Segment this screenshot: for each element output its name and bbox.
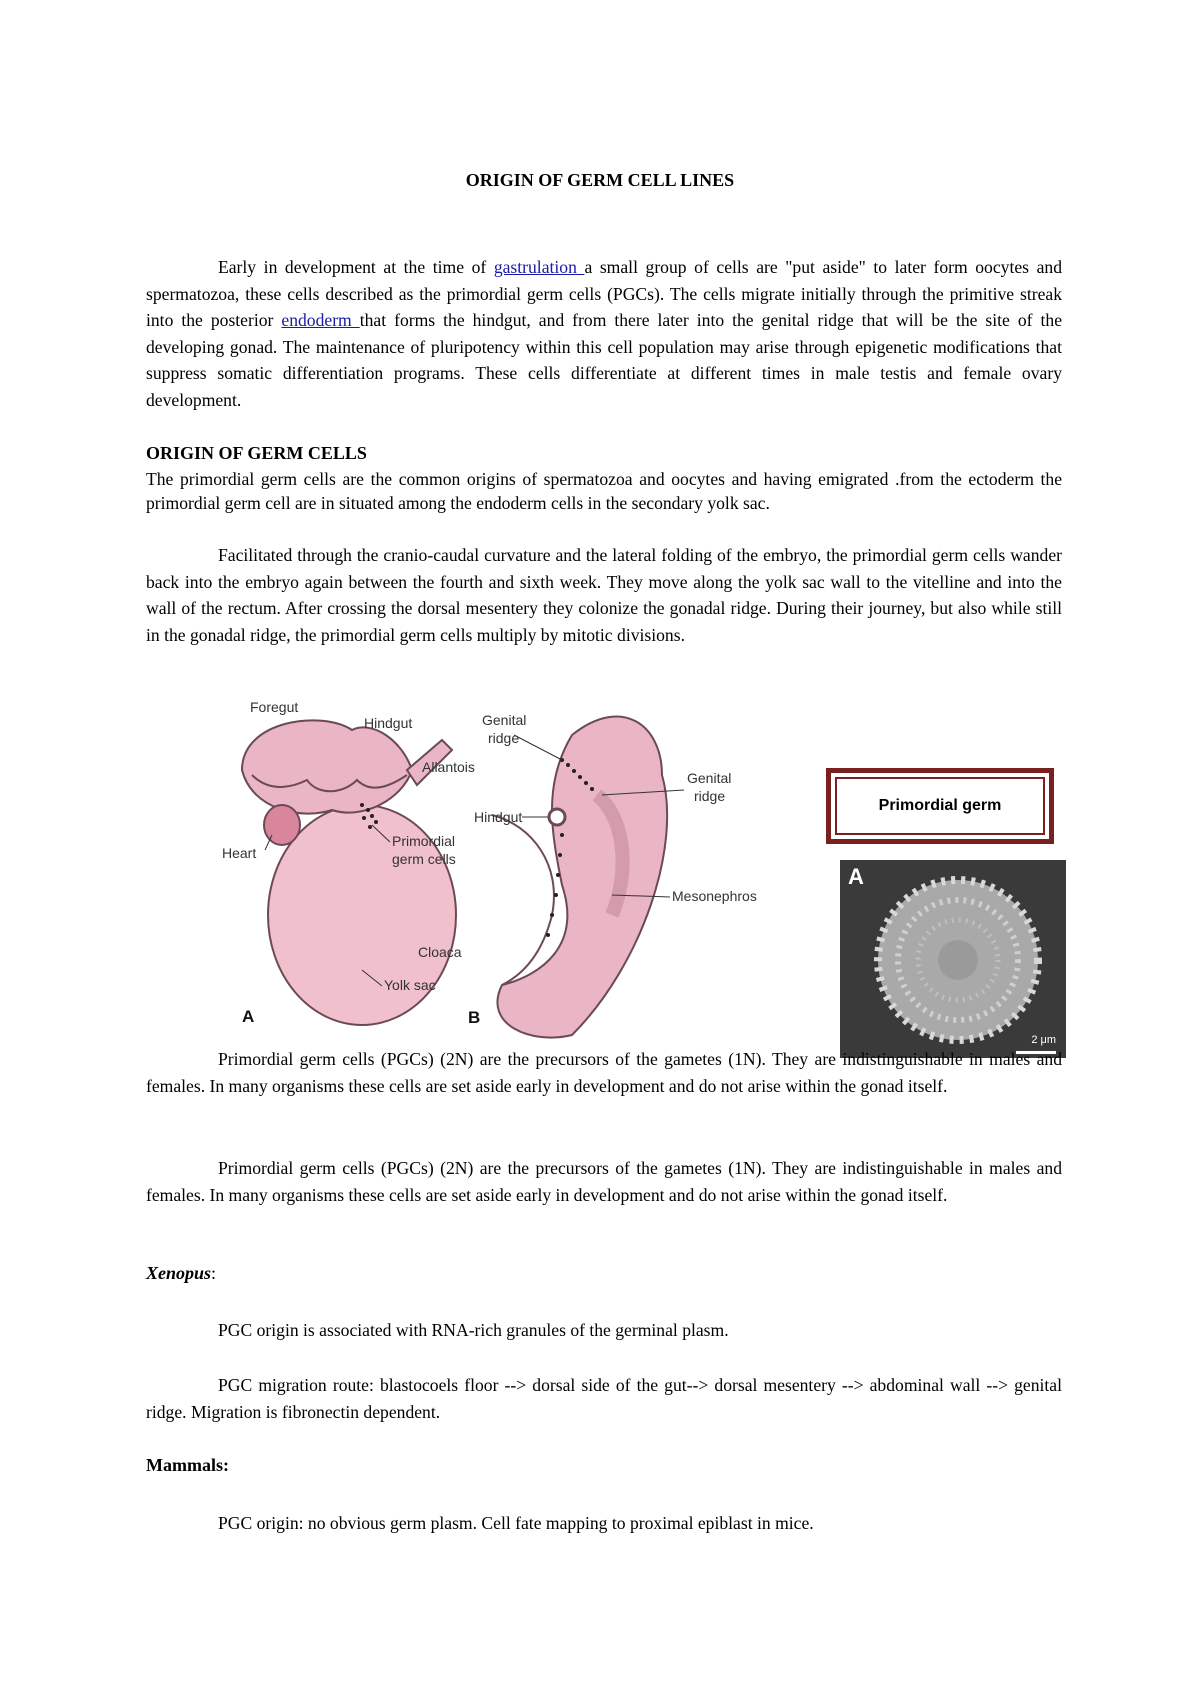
label-yolk-sac: Yolk sac xyxy=(384,977,436,993)
xenopus-heading xyxy=(146,1263,216,1284)
pgc-wrapped-paragraph xyxy=(146,1046,1062,1099)
label-heart: Heart xyxy=(222,845,257,861)
xenopus-name: Xenopus xyxy=(146,1263,212,1283)
xenopus-paragraph-2: PGC migration route: blastocoels floor --> dorsal side of the gut--> dorsal mesentery --> abdominal wall --> genital ridge. Migration is fibronectin dependent. xyxy=(146,1375,1062,1422)
label-pgc-line1: Primordial xyxy=(392,833,456,849)
intro-text-1: Early in development at the time of xyxy=(218,257,494,277)
label-allantois: Allantois xyxy=(422,759,475,775)
page-title: ORIGIN OF GERM CELL LINES xyxy=(465,170,735,190)
pgc-wrapped-text: Primordial germ cells (PGCs) (2N) are the precursors of the gametes (1N). They are indistinguishable in males and females. In many organisms these cells are set aside early in development and do not arise within the gonad itself. xyxy=(146,1049,1062,1096)
panel-a-label: A xyxy=(242,1007,255,1026)
label-genital-ridge-1b: ridge xyxy=(488,730,520,746)
sem-cell-image xyxy=(840,860,1066,1058)
pgc-paragraph: Primordial germ cells (PGCs) (2N) are the precursors of the gametes (1N). They are indistinguishable in males and females. In many organisms these cells are set aside early in development and do not arise within the gonad itself. xyxy=(146,1158,1062,1205)
intro-paragraph xyxy=(146,254,1062,414)
origin-paragraph: The primordial germ cells are the common origins of spermatozoa and oocytes and having emigrated .from the ectoderm the primordial germ cell are in situated among the endoderm cells in the secondary yolk sac. xyxy=(146,469,1062,513)
label-mesonephros: Mesonephros xyxy=(672,888,757,904)
label-genital-ridge-2a: Genital xyxy=(687,770,732,786)
intro-text-3: that forms the hindgut, and from there later into the genital ridge that will be the site of the developing gonad. The maintenance of pluripotency within this cell population may arise through epigenetic modifications that suppress somatic differentiation programs. These cells differentiate at different times in male testis and female ovary development. xyxy=(146,310,1063,410)
label-genital-ridge-2b: ridge xyxy=(694,788,726,804)
gut-curve-b xyxy=(492,815,554,985)
primordial-germ-caption-box xyxy=(826,768,1054,844)
heart-shape xyxy=(264,805,300,845)
xenopus-paragraph-1: PGC origin is associated with RNA-rich granules of the germinal plasm. xyxy=(218,1320,729,1340)
mammals-paragraph-1: PGC origin: no obvious germ plasm. Cell fate mapping to proximal epiblast in mice. xyxy=(218,1513,814,1533)
label-pgc-line2: germ cells xyxy=(392,851,456,867)
label-cloaca: Cloaca xyxy=(418,944,462,960)
facilitated-paragraph: Facilitated through the cranio-caudal curvature and the lateral folding of the embryo, the primordial germ cells wander back into the embryo again between the fourth and sixth week. They move along the yolk sac wall to the vitelline and into the wall of the rectum. After crossing the dorsal mesentery they colonize the gonadal ridge. During their journey, but also while still in the gonadal ridge, the primordial germ cells multiply by mitotic divisions. xyxy=(146,545,1062,645)
label-genital-ridge-1a: Genital xyxy=(482,712,527,728)
embryo-b-body xyxy=(497,716,667,1037)
sem-micrograph xyxy=(840,860,1066,1058)
label-hindgut-a: Hindgut xyxy=(364,715,413,731)
hindgut-ring xyxy=(549,809,565,825)
label-hindgut-b: Hindgut xyxy=(474,809,523,825)
origin-heading: ORIGIN OF GERM CELLS xyxy=(146,443,367,463)
panel-b-label: B xyxy=(468,1008,481,1027)
embryo-diagram-a xyxy=(212,700,482,1030)
gastrulation-link[interactable]: gastrulation xyxy=(493,257,585,277)
label-foregut: Foregut xyxy=(250,699,299,715)
xenopus-colon: : xyxy=(211,1263,217,1283)
sem-scale-label: 2 μm xyxy=(1031,1034,1056,1046)
embryo-body-shape xyxy=(242,720,412,813)
endoderm-link[interactable]: endoderm xyxy=(281,310,360,331)
mammals-heading: Mammals: xyxy=(146,1455,229,1475)
caption-box-text: Primordial germ xyxy=(835,777,1045,835)
intro-text-2: a small group of cells are "put aside" to later form oocytes and spermatozoa, these cells described as the primordial germ cells (PGCs). The cells migrate initially through the primitive streak into the posterior xyxy=(146,257,1062,331)
sem-panel-label: A xyxy=(848,864,864,889)
